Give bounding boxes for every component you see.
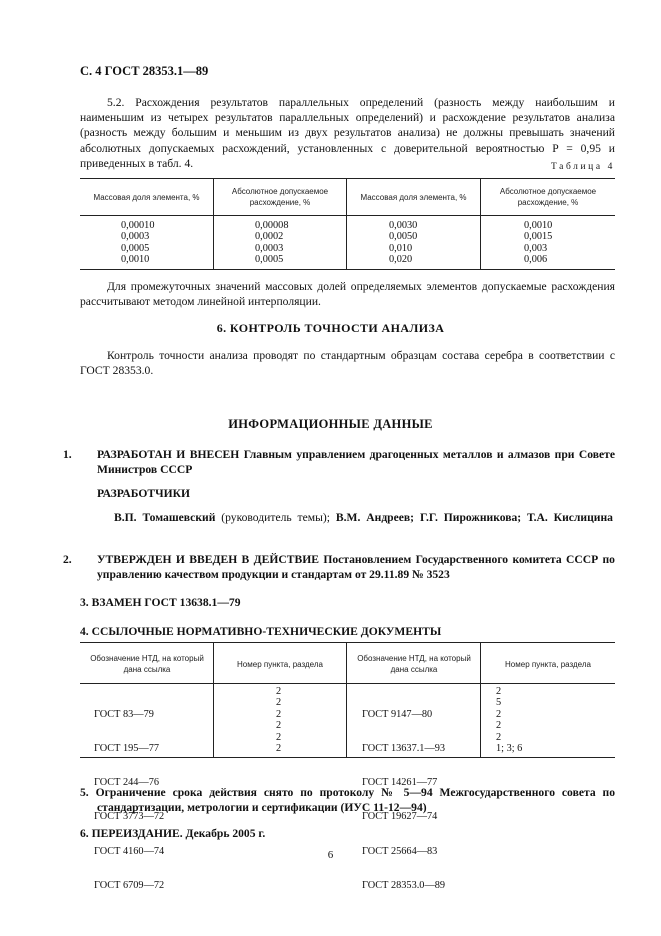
section-6-text: Контроль точности анализа проводят по стандартным образцам состава серебра в соответствии с ГОСТ 28353.0. <box>80 349 615 378</box>
table-4-col-4 <box>524 220 552 266</box>
table-4-col-3 <box>389 220 417 266</box>
table-cell: ГОСТ 19627—74 <box>362 811 438 823</box>
clause-5-2: 5.2. Расхождения результатов параллельных определений (разность между наибольшим и наименьшим из четырех результатов параллельных определений) и расхождение результатов анализа (разность между большим и меньшим из двух результатов анализа) не должны превышать значений абсолютных допускаемых расхождений, установленных с доверительной вероятностью P = 0,95 и приведенных в табл. 4. <box>80 96 615 170</box>
item-text: Постановлением Государственного комитета СССР по управлению качеством продукции и стандартам от 29.11.89 № 3523 <box>97 553 615 582</box>
ref-col-4 <box>496 686 522 754</box>
table-cell: 2 <box>276 697 282 709</box>
table-4-header-tolerance-2: Абсолютное допускаемое расхождение, % <box>499 187 597 207</box>
ref-header-doc: Обозначение НТД, на который дана ссылка <box>90 654 204 674</box>
table-cell: 0,0010 <box>524 220 553 231</box>
table-cell: 2 <box>276 731 282 743</box>
table-cell: 0,00010 <box>121 220 155 231</box>
table-cell: 0,003 <box>524 242 548 254</box>
info-item-1 <box>63 447 615 477</box>
info-item-4: 4. ССЫЛОЧНЫЕ НОРМАТИВНО-ТЕХНИЧЕСКИЕ ДОКУМЕНТЫ <box>80 625 442 638</box>
developer-others: В.М. Андреев; Г.Г. Пирожникова; Т.А. Кислицина <box>335 511 613 524</box>
table-cell: 0,0030 <box>389 220 418 231</box>
table-cell: 0,010 <box>389 242 413 254</box>
table-cell: 2 <box>496 731 502 743</box>
ref-header-doc-2: Обозначение НТД, на который дана ссылка <box>357 654 471 674</box>
item-text: Главным управлением драгоценных металлов и алмазов при Совете Министров СССР <box>97 448 615 477</box>
table-cell: 0,0003 <box>255 242 284 254</box>
table-cell: 2 <box>276 708 282 720</box>
info-item-6: 6. ПЕРЕИЗДАНИЕ. Декабрь 2005 г. <box>80 827 266 840</box>
table-4-col-1 <box>121 220 154 266</box>
section-6-title: 6. КОНТРОЛЬ ТОЧНОСТИ АНАЛИЗА <box>216 321 445 335</box>
developer-lead: В.П. Томашевский <box>114 511 216 524</box>
item-number: 1. <box>63 448 72 461</box>
table-cell: 2 <box>276 720 282 732</box>
developer-role: (руководитель темы); <box>215 511 336 524</box>
table-cell: ГОСТ 28353.0—89 <box>362 879 446 891</box>
table-cell: 0,0002 <box>255 231 284 243</box>
table-cell: 0,006 <box>524 254 548 266</box>
table-cell: 0,020 <box>389 254 413 266</box>
table-cell: 0,0050 <box>389 231 418 243</box>
page-header: С. 4 ГОСТ 28353.1—89 <box>80 64 209 78</box>
item-number: 2. <box>63 553 72 566</box>
info-item-3: 3. ВЗАМЕН ГОСТ 13638.1—79 <box>80 596 241 609</box>
table-4-header-tolerance: Абсолютное допускаемое расхождение, % <box>231 187 329 207</box>
table-cell: 0,0015 <box>524 231 553 243</box>
table-cell: 0,0005 <box>255 254 284 266</box>
table-cell: 0,0010 <box>121 254 150 266</box>
table-4-label: Таблица 4 <box>550 162 615 172</box>
table-cell: 0,00008 <box>255 220 289 231</box>
item-lead: УТВЕРЖДЕН И ВВЕДЕН В ДЕЙСТВИЕ <box>97 553 319 566</box>
ref-header-clause-2: Номер пункта, раздела <box>505 660 591 669</box>
table-cell: ГОСТ 83—79 <box>94 708 154 720</box>
table-4-header-mass: Массовая доля элемента, % <box>93 193 200 202</box>
table-cell: 0,0003 <box>121 231 150 243</box>
table-cell: ГОСТ 6709—72 <box>94 879 165 891</box>
developers-list <box>114 510 615 525</box>
table-cell: 5 <box>496 697 502 709</box>
table-cell: ГОСТ 13637.1—93 <box>362 743 446 755</box>
table-4-header-mass-2: Массовая доля элемента, % <box>360 193 467 202</box>
info-item-2 <box>63 552 615 582</box>
ref-header-clause: Номер пункта, раздела <box>237 660 323 669</box>
table-cell: ГОСТ 3773—72 <box>94 811 165 823</box>
page-number: 6 <box>327 849 334 861</box>
ref-col-2 <box>276 686 281 754</box>
table-cell: 1; 3; 6 <box>496 743 523 755</box>
table-cell: ГОСТ 25664—83 <box>362 845 438 857</box>
interpolation-note: Для промежуточных значений массовых долей определяемых элементов допускаемые расхождения рассчитывают методом линейной интерполяции. <box>80 280 615 309</box>
table-cell: 2 <box>496 686 502 697</box>
table-cell: ГОСТ 9147—80 <box>362 708 433 720</box>
info-item-5: 5. Ограничение срока действия снято по протоколу № 5—94 Межгосударственного совета по стандартизации, метрологии и сертификации (ИУС 11-12—94) <box>80 786 615 815</box>
table-cell: ГОСТ 14261—77 <box>362 777 438 789</box>
table-cell: 2 <box>276 686 282 697</box>
table-cell: ГОСТ 244—76 <box>94 777 160 789</box>
item-lead: РАЗРАБОТАН И ВНЕСЕН <box>97 448 240 461</box>
table-cell: 0,0005 <box>121 242 150 254</box>
developers-title: РАЗРАБОТЧИКИ <box>97 487 191 500</box>
table-cell: 2 <box>496 708 502 720</box>
table-cell: ГОСТ 195—77 <box>94 743 160 755</box>
table-4-col-2 <box>255 220 288 266</box>
info-title: ИНФОРМАЦИОННЫЕ ДАННЫЕ <box>228 417 433 431</box>
table-cell: ГОСТ 4160—74 <box>94 845 165 857</box>
table-cell: 2 <box>276 743 282 755</box>
table-cell: 2 <box>496 720 502 732</box>
